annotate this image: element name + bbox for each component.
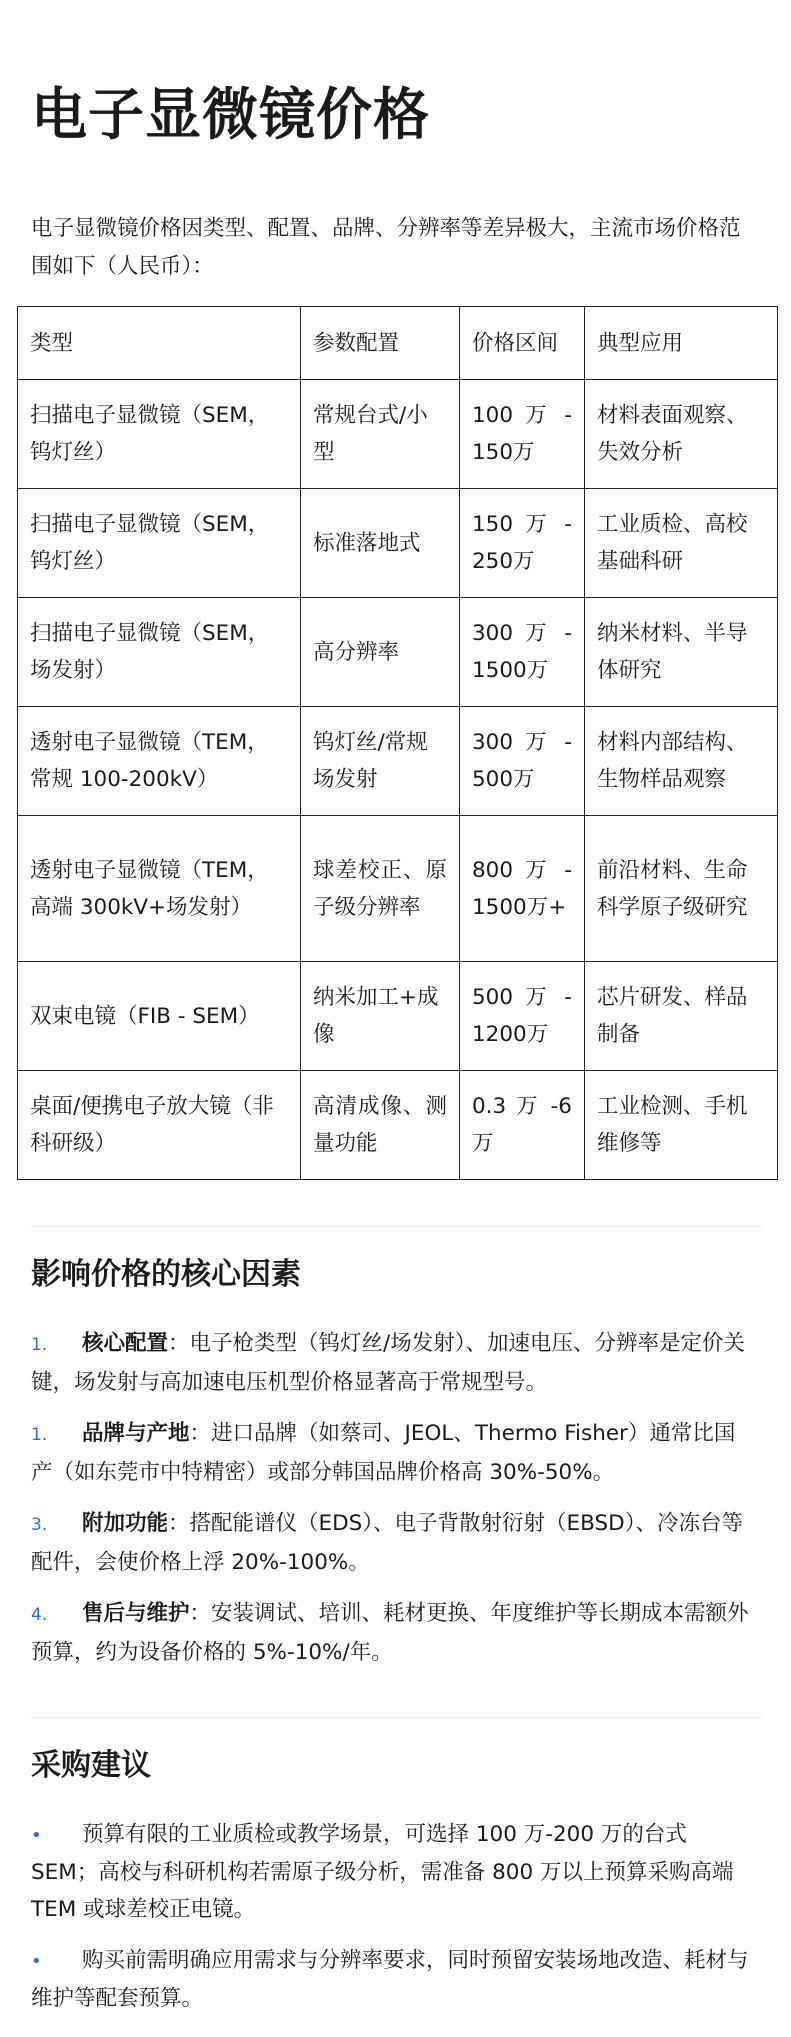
factor-text: ：安装调试、培训、耗材更换、年度维护等长期成本需额外预算，约为设备价格的 5%-10%/年。 (31, 1601, 749, 1665)
application-cell: 材料内部结构、生物样品观察 (585, 707, 778, 816)
type-cell: 透射电子显微镜（TEM，常规 100-200kV） (18, 707, 301, 816)
price-cell: 500 万 - 1200万 (460, 962, 585, 1071)
price-cell: 800 万 - 1500万+ (460, 816, 585, 962)
application-cell: 工业质检、高校基础科研 (585, 489, 778, 598)
application-cell: 工业检测、手机维修等 (585, 1071, 778, 1180)
type-cell: 扫描电子显微镜（SEM，钨灯丝） (18, 489, 301, 598)
type-cell: 扫描电子显微镜（SEM，场发射） (18, 598, 301, 707)
advice-heading: 采购建议 (31, 1748, 151, 1783)
factors-list (31, 1325, 755, 1671)
factor-text: ：电子枪类型（钨灯丝/场发射）、加速电压、分辨率是定价关键，场发射与高加速电压机型价格显著高于常规型号。 (31, 1331, 746, 1395)
list-number: 3. (31, 1515, 48, 1535)
factor-label: 核心配置 (82, 1331, 169, 1356)
table-row (18, 962, 778, 1071)
config-cell: 高分辨率 (301, 598, 460, 707)
price-cell: 0.3 万 -6万 (460, 1071, 585, 1180)
config-cell: 标准落地式 (301, 489, 460, 598)
price-cell: 100 万 - 150万 (460, 380, 585, 489)
price-table (17, 306, 778, 1180)
table-row (18, 816, 778, 962)
type-cell: 桌面/便携电子放大镜（非科研级） (18, 1071, 301, 1180)
config-cell: 球差校正、原子级分辨率 (301, 816, 460, 962)
list-number: 1. (31, 1335, 48, 1355)
section-divider (31, 1717, 763, 1718)
price-cell: 150 万 - 250万 (460, 489, 585, 598)
config-cell: 纳米加工+成像 (301, 962, 460, 1071)
application-cell: 材料表面观察、失效分析 (585, 380, 778, 489)
price-cell: 300 万 - 500万 (460, 707, 585, 816)
table-header-row (18, 307, 778, 380)
list-number: 4. (31, 1605, 48, 1625)
config-cell: 常规台式/小型 (301, 380, 460, 489)
type-cell: 扫描电子显微镜（SEM，钨灯丝） (18, 380, 301, 489)
intro-paragraph: 电子显微镜价格因类型、配置、品牌、分辨率等差异极大，主流市场价格范围如下（人民币）： (31, 216, 741, 279)
factor-label: 附加功能 (82, 1511, 169, 1536)
table-header-cell: 参数配置 (301, 307, 460, 380)
config-cell: 高清成像、测量功能 (301, 1071, 460, 1180)
table-row (18, 707, 778, 816)
config-cell: 钨灯丝/常规场发射 (301, 707, 460, 816)
price-cell: 300 万 - 1500万 (460, 598, 585, 707)
type-cell: 双束电镜（FIB - SEM） (18, 962, 301, 1071)
type-cell: 透射电子显微镜（TEM，高端 300kV+场发射） (18, 816, 301, 962)
list-item (31, 1325, 755, 1401)
table-header-cell: 价格区间 (460, 307, 585, 380)
list-item (31, 1415, 755, 1491)
application-cell: 前沿材料、生命科学原子级研究 (585, 816, 778, 962)
factor-label: 售后与维护 (82, 1601, 190, 1626)
factor-text: ：进口品牌（如蔡司、JEOL、Thermo Fisher）通常比国产（如东莞市中特精密）或部分韩国品牌价格高 30%-50%。 (31, 1421, 736, 1485)
list-item (31, 1595, 755, 1671)
advice-text: 预算有限的工业质检或教学场景，可选择 100 万-200 万的台式 SEM；高校与科研机构若需原子级分析，需准备 800 万以上预算采购高端 TEM 或球差校正电镜。 (31, 1822, 734, 1922)
application-cell: 纳米材料、半导体研究 (585, 598, 778, 707)
factors-heading: 影响价格的核心因素 (31, 1257, 301, 1292)
list-item (31, 1816, 755, 1928)
list-item (31, 1942, 755, 2017)
bullet-marker: • (31, 1825, 42, 1846)
factor-text: ：搭配能谱仪（EDS）、电子背散射衍射（EBSD）、冷冻台等配件，会使价格上浮 20%-100%。 (31, 1511, 743, 1575)
section-divider (31, 1226, 763, 1227)
page-title: 电子显微镜价格 (31, 83, 430, 148)
table-row (18, 598, 778, 707)
advice-list (31, 1816, 755, 2017)
list-number: 1. (31, 1425, 48, 1445)
list-item (31, 1505, 755, 1581)
bullet-marker: • (31, 1951, 42, 1972)
table-row (18, 380, 778, 489)
factor-label: 品牌与产地 (82, 1421, 190, 1446)
table-header-cell: 典型应用 (585, 307, 778, 380)
application-cell: 芯片研发、样品制备 (585, 962, 778, 1071)
table-header-cell: 类型 (18, 307, 301, 380)
advice-text: 购买前需明确应用需求与分辨率要求，同时预留安装场地改造、耗材与维护等配套预算。 (31, 1948, 749, 2011)
table-row (18, 1071, 778, 1180)
table-row (18, 489, 778, 598)
